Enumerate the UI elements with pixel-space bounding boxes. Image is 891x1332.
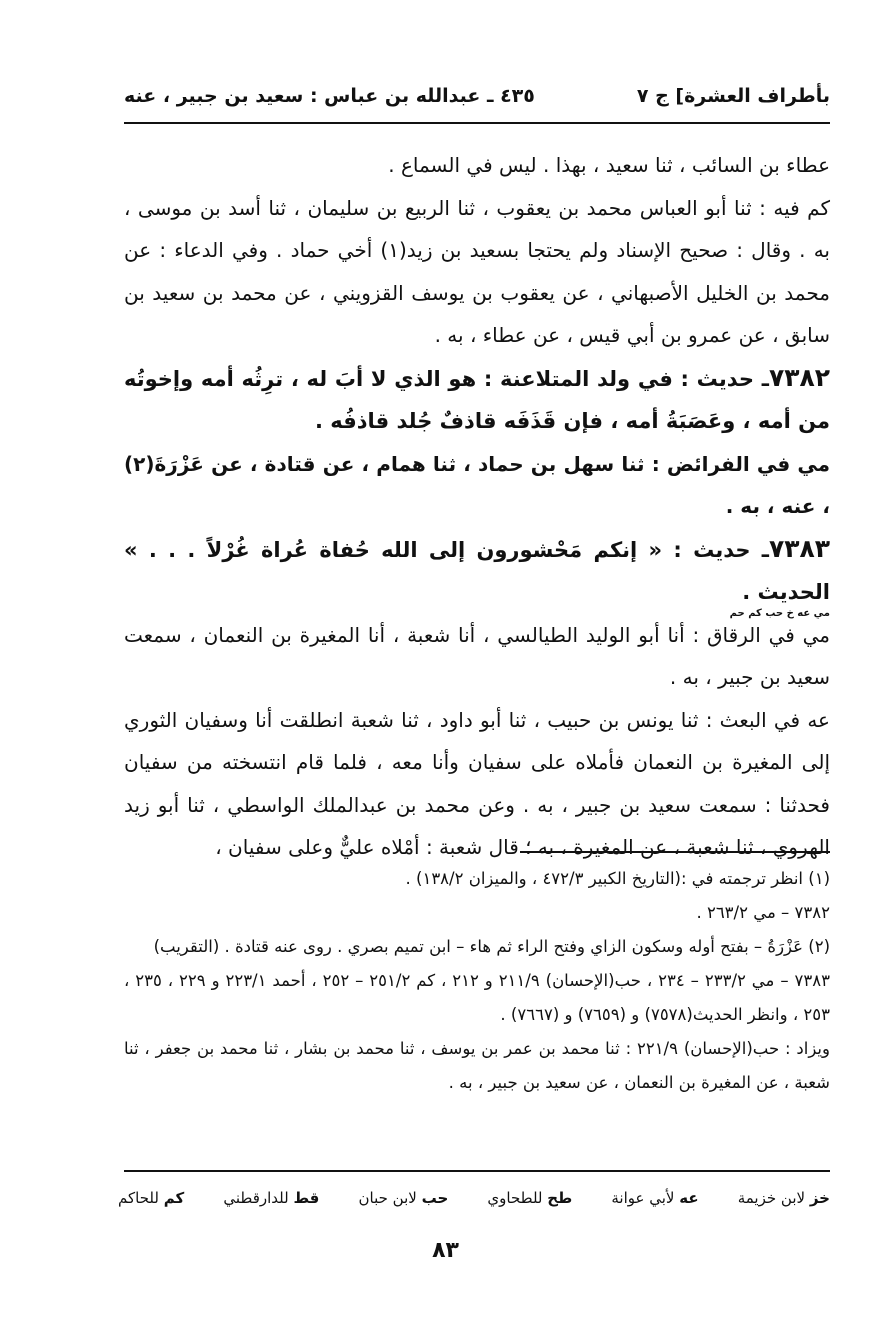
abbreviation-item: قط للدارقطني xyxy=(223,1189,320,1207)
main-text xyxy=(124,144,830,869)
footnote-extra: ويزاد : حب(الإحسان) ٢٢١/٩ : ثنا محمد بن عمر بن يوسف ، ثنا محمد بن بشار ، ثنا محمد بن جعفر ، ثنا شعبة ، عن المغيرة بن النعمان ، عن سعيد بن جبير ، به . xyxy=(124,1039,830,1092)
header-rule xyxy=(124,122,830,124)
footnote-2: (٢) عَزْرَةُ – بفتح أوله وسكون الزاي وفتح الراء ثم هاء – ابن تميم بصري . روى عنه قتادة . (التقريب) xyxy=(153,937,830,956)
footnote-rule xyxy=(520,851,830,853)
abbreviation-item: كم للحاكم xyxy=(118,1189,185,1207)
abbreviation-item: طح للطحاوي xyxy=(487,1189,573,1207)
hadith-number: ٧٣٨٣ xyxy=(768,533,830,563)
footnotes xyxy=(124,862,830,1100)
hadith-number: ٧٣٨٢ xyxy=(768,362,830,392)
header-section: ٤٣٥ ـ عبدالله بن عباس : سعيد بن جبير ، عنه xyxy=(124,85,535,107)
page-number: ٨٣ xyxy=(432,1238,459,1263)
abbreviation-item: حب لابن حبان xyxy=(358,1189,449,1207)
paragraph-2: كم فيه : ثنا أبو العباس محمد بن يعقوب ، ثنا الربيع بن سليمان ، ثنا أسد بن موسى ، به . وقال : صحيح الإسناد ولم يحتجا بسعيد بن زيد(١) أخي حماد . وفي الدعاء : عن محمد بن الخليل الأصبهاني ، عن يعقوب بن يوسف القزويني ، عن محمد بن سعيد بن سابق ، عن عمرو بن أبي قيس ، عن عطاء ، به . xyxy=(124,195,830,347)
abbreviation-item: خز لابن خزيمة xyxy=(737,1189,830,1207)
hadith-text: ـ حديث : في ولد المتلاعنة : هو الذي لا أبَ له ، ترِثُه أمه وإخوتُه من أمه ، وعَصَبَةُ أمه ، فإن قَذَفَه قاذفٌ جُلد قاذفُه . xyxy=(124,366,830,433)
abbreviations-rule xyxy=(124,1170,830,1172)
hadith-text: ـ حديث : « إنكم مَحْشورون إلى الله حُفاة عُراة غُرْلاً . . . » الحديث . xyxy=(124,537,830,604)
paragraph-3 xyxy=(124,443,830,528)
abbreviation-item: عه لأبي عوانة xyxy=(611,1189,699,1207)
footnote-7383: ٧٣٨٣ – مي ٢٣٣/٢ – ٢٣٤ ، حب(الإحسان) ٢١١/٩ و ٢١٢ ، كم ٢٥١/٢ – ٢٥٢ ، أحمد ٢٢٣/١ و ٢٢٩ ، ٢٣٥ ، ٢٥٣ ، وانظر الحديث(٧٥٧٨) و (٧٦٥٩) و (٧٦٦٧) . xyxy=(124,971,830,1024)
hadith-sigla: مي عه خ حب كم حم xyxy=(729,607,830,619)
paragraph-5: عه في البعث : ثنا يونس بن حبيب ، ثنا أبو داود ، ثنا شعبة انطلقت أنا وسفيان الثوري إلى المغيرة بن النعمان فأملاه على سفيان وأنا معه ، فلما قام انتسخته من سفيان فحدثنا : سمعت سعيد بن جبير ، به . وعن محمد بن عبدالملك الواسطي ، ثنا أبو زيد الهروي ، ثنا شعبة ، عن المغيرة ، به ؛ قال شعبة : أمْلاه عليٌّ وعلى سفيان ، xyxy=(124,707,830,859)
paragraph-4: مي في الرقاق : أنا أبو الوليد الطيالسي ، أنا شعبة ، أنا المغيرة بن النعمان ، سمعت سعيد بن جبير ، به . xyxy=(124,622,830,689)
paragraph-1: عطاء بن السائب ، ثنا سعيد ، بهذا . ليس في السماع . xyxy=(388,153,830,177)
hadith-7383 xyxy=(124,528,830,620)
abbreviations-key xyxy=(118,1183,830,1213)
hadith-7382 xyxy=(124,357,830,443)
footnote-7382: ٧٣٨٢ – مي ٢٦٣/٢ . xyxy=(696,903,830,922)
source-text: مي في الفرائض : ثنا سهل بن حماد ، ثنا همام ، عن قتادة ، عن عَزْرَةَ(٢) ، عنه ، به . xyxy=(124,451,830,518)
header-title: بأطراف العشرة] ج ٧ xyxy=(636,85,830,107)
running-header xyxy=(124,78,830,114)
footnote-1: (١) انظر ترجمته في :(التاريخ الكبير ٤٧٢/٣ ، والميزان ١٣٨/٢) . xyxy=(405,869,830,888)
